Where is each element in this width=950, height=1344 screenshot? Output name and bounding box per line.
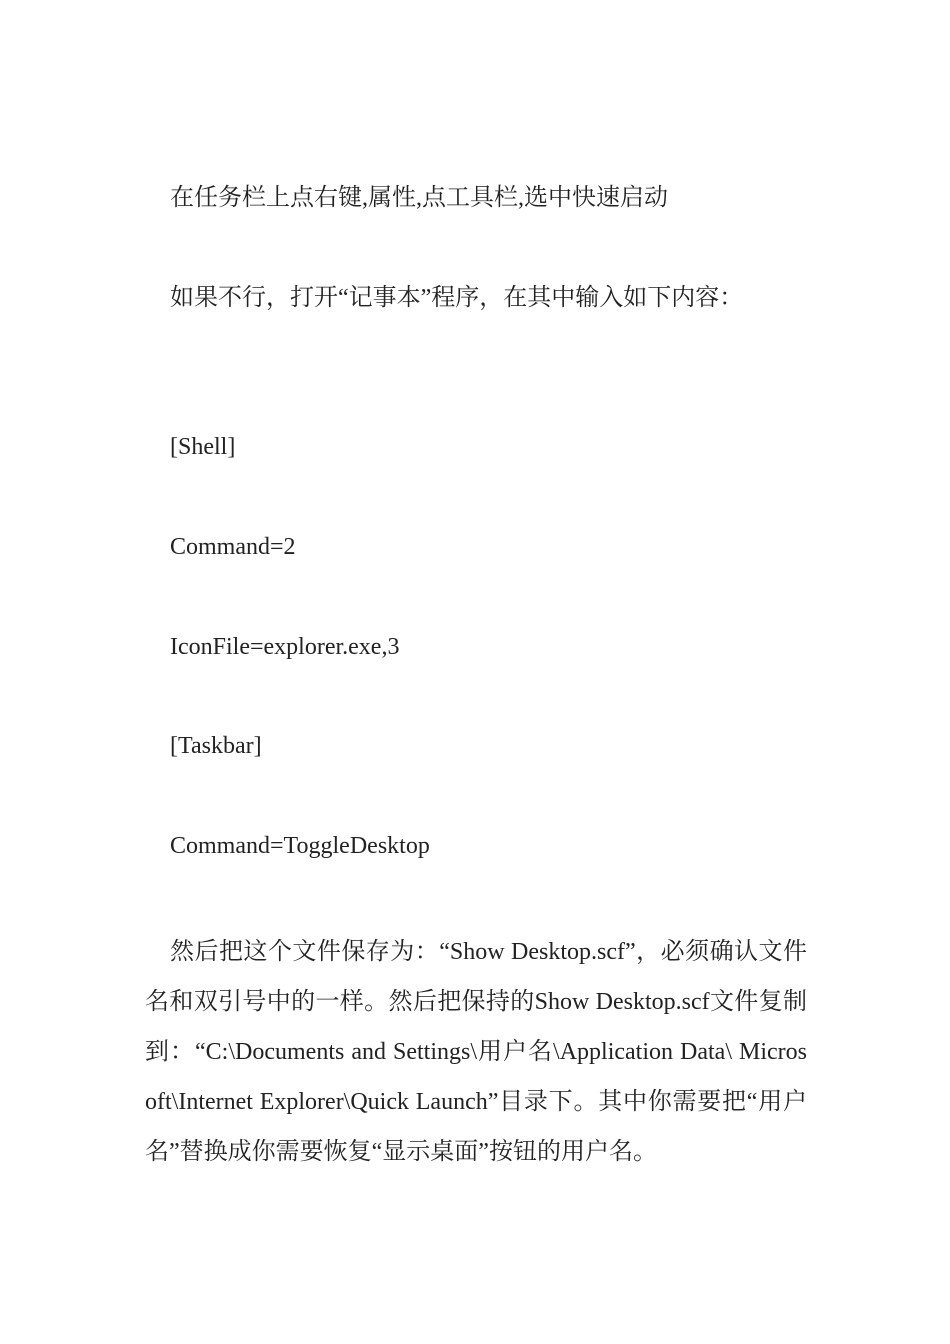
code-line-toggle: Command=ToggleDesktop <box>170 833 430 859</box>
save-instructions-paragraph: 然后把这个文件保存为：“Show Desktop.scf”，必须确认文件名和双引号中的一样。然后把保持的Show Desktop.scf文件复制到：“C:\Documents and Settings\用户名\Application Data\ Microsoft\Internet Explorer\Quick Launch”目录下。其中你需要把“用户名”替换成你需要恢复“显示桌面”按钮的用户名。 <box>145 939 807 1165</box>
code-line-command: Command=2 <box>170 534 296 560</box>
code-line-taskbar: [Taskbar] <box>170 733 262 759</box>
code-line-shell: [Shell] <box>170 434 236 460</box>
code-line-iconfile: IconFile=explorer.exe,3 <box>170 634 400 660</box>
fallback-instruction-line: 如果不行，打开“记事本”程序，在其中输入如下内容： <box>170 285 744 311</box>
instruction-line: 在任务栏上点右键,属性,点工具栏,选中快速启动 <box>170 185 668 211</box>
